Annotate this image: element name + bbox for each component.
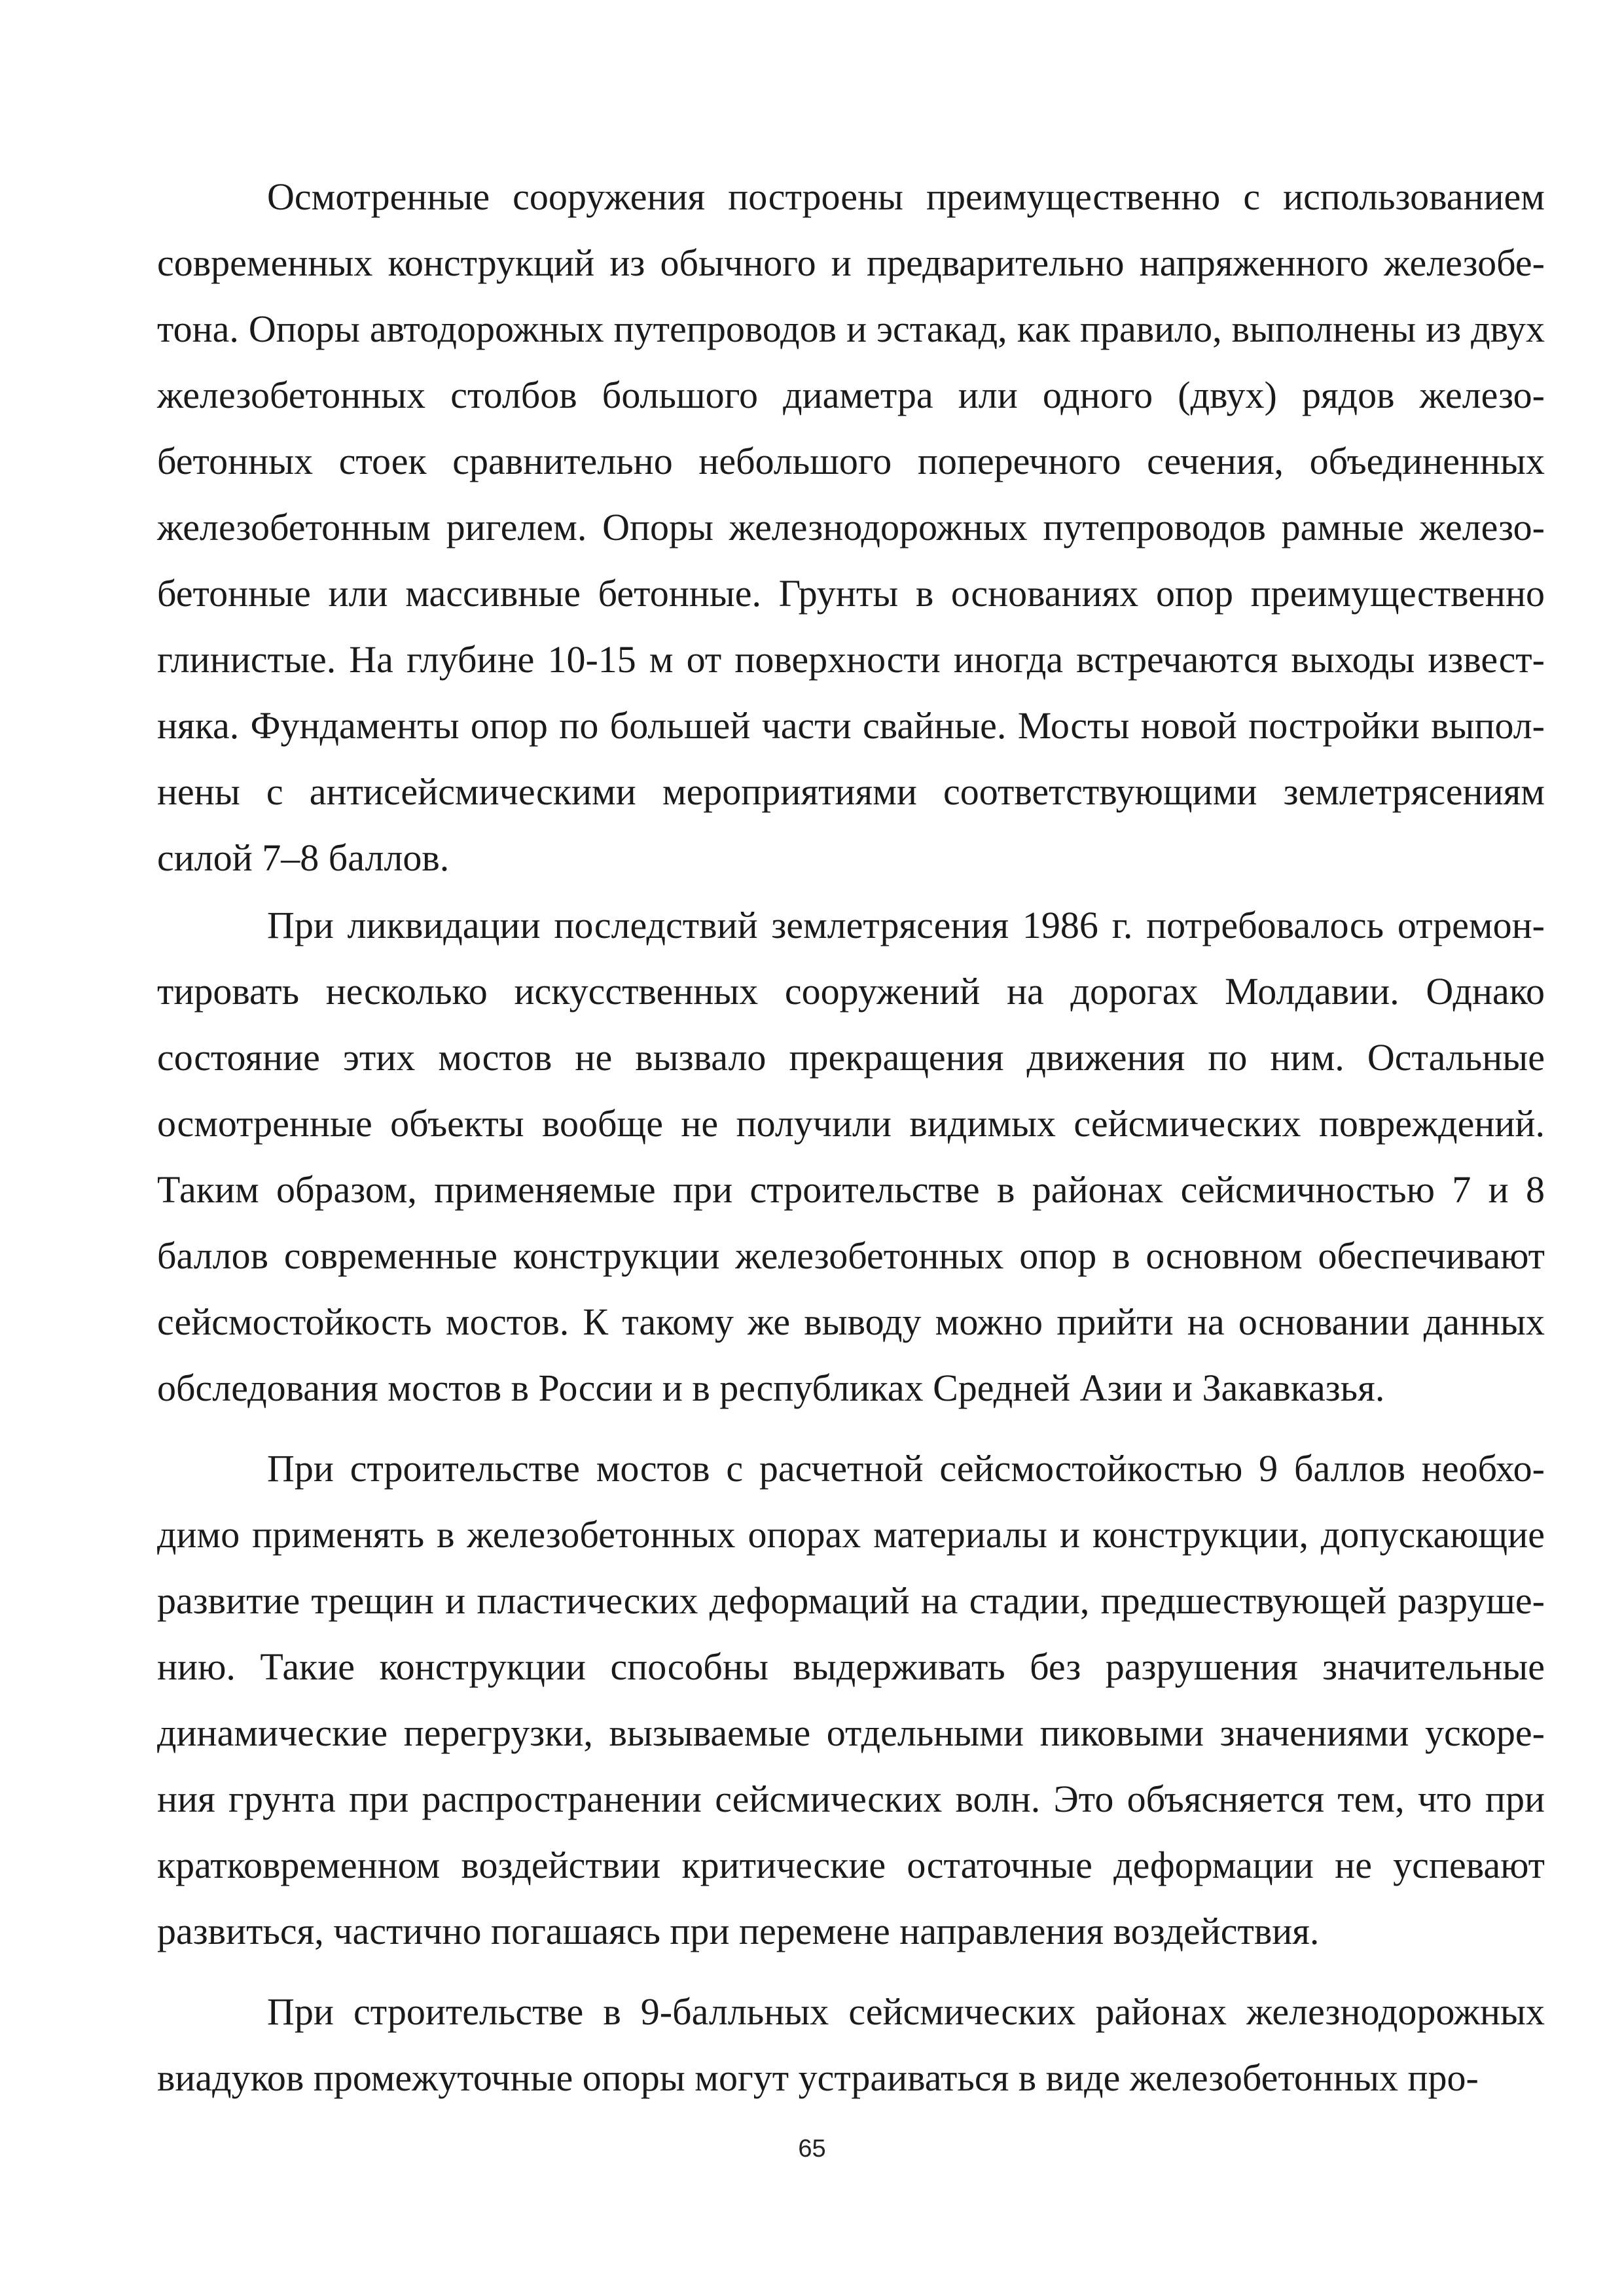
paragraph-3: При строительстве мостов с расчетной сейсмостойкостью 9 баллов необходимо применять в железобетонных опорах материалы и конструкции, допускающие развитие трещин и пластических деформаций на стадии, предшествующей разрушению. Такие конструкции способны выдерживать без разрушения значительные динамические перегрузки, вызываемые отдельными пиковыми значениями ускорения грунта при распространении сейсмических волн. Это объясняется тем, что при кратковременном воздействии критические остаточные деформации не успевают развиться, частично погашаясь при перемене направления воздействия. (157, 1447, 1545, 1952)
paragraph-1: Осмотренные сооружения построены преимущественно с использованием современных конструкций из обычного и предварительно напряженного железобетона. Опоры автодорожных путепроводов и эстакад, как правило, выполнены из двух железобетонных столбов большого диаметра или одного (двух) рядов железобетонных стоек сравнительно небольшого поперечного сечения, объединенных железобетонным ригелем. Опоры железнодорожных путепроводов рамные железобетонные или массивные бетонные. Грунты в основаниях опор преимущественно глинистые. На глубине 10-15 м от поверхности иногда встречаются выходы известняка. Фундаменты опор по большей части свайные. Мосты новой постройки выполнены с антисейсмическими мероприятиями соответствующими землетрясениям силой 7–8 баллов. (157, 175, 1545, 879)
page-number: 65 (798, 2135, 826, 2162)
document-body (157, 164, 1545, 2125)
paragraph-2: При ликвидации последствий землетрясения 1986 г. потребовалось отремонтировать несколько искусственных сооружений на дорогах Молдавии. Однако состояние этих мостов не вызвало прекращения движения по ним. Остальные осмотренные объекты вообще не получили видимых сейсмических повреждений. Таким образом, применяемые при строительстве в районах сейсмичностью 7 и 8 баллов современные конструкции железобетонных опор в основном обеспечивают сейсмостойкость мостов. К такому же выводу можно прийти на основании данных обследования мостов в России и в республиках Средней Азии и Закавказья. (157, 904, 1545, 1409)
paragraph-4: При строительстве в 9-балльных сейсмических районах железнодорожных виадуков промежуточные опоры могут устраиваться в виде железобетонных про- (157, 1990, 1545, 2099)
